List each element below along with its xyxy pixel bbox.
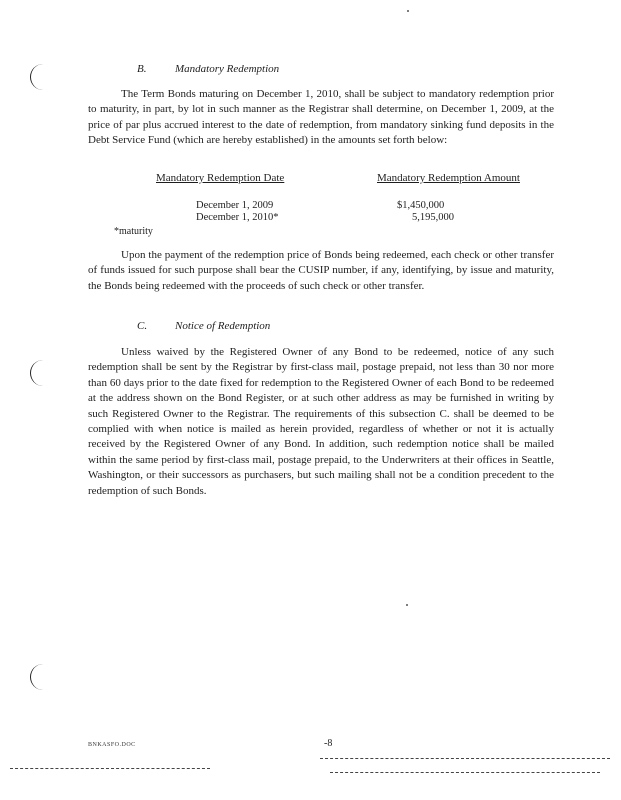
table-row-2-date: December 1, 2010* [196,212,279,223]
section-c-title: Notice of Redemption [175,320,271,332]
binder-hole-mark [30,64,45,90]
table-header-date: Mandatory Redemption Date [156,172,285,184]
footer-rule [10,768,210,769]
section-b-heading [137,63,279,75]
binder-hole-mark [30,664,45,690]
footer-rule [330,772,600,773]
footer-document-id: BNKASFO.DOC [88,742,136,748]
footer-rule [320,758,610,759]
scan-speck [406,604,408,606]
table-row-2-amount: 5,195,000 [412,212,454,223]
section-c-paragraph: Unless waived by the Registered Owner of any Bond to be redeemed, notice of any such redemption shall be sent by the Registrar by first-class mail, postage prepaid, not less than 30 nor more than 60 days prior to the date fixed for redemption to the Registered Owner of each Bond to be redeemed at the address shown on the Bond Register, or at such other address as may be furnished in writing by such Registered Owner to the Registrar. The requirements of this subsection C. shall be deemed to be complied with when notice is mailed as herein provided, regardless of whether or not it is actually received by the Registered Owner of any Bond. In addition, such redemption notice shall be mailed within the same period by first-class mail, postage prepaid, to the Underwriters at their offices in Seattle, Washington, or their successors as purchasers, but such mailing shall not be a condition precedent to the redemption of such Bonds. [88,346,554,497]
section-b-letter: B. [137,63,147,75]
cusip-paragraph: Upon the payment of the redemption price of Bonds being redeemed, each check or other transfer of funds issued for such purpose shall bear the CUSIP number, if any, identifying, by issue and maturity, the Bonds being redeemed with the proceeds of such check or other transfer. [88,249,554,292]
section-c-letter: C. [137,320,148,332]
scan-speck [407,10,409,12]
binder-hole-mark [30,360,45,386]
page-number: -8 [324,738,333,749]
table-row-1-date: December 1, 2009 [196,200,274,211]
section-b-paragraph: The Term Bonds maturing on December 1, 2010, shall be subject to mandatory redemption prior to maturity, in part, by lot in such manner as the Registrar shall determine, on December 1, 2009, at the price of par plus accrued interest to the date of redemption, from mandatory sinking fund deposits in the Debt Service Fund (which are hereby established) in the amounts set forth below: [88,88,554,147]
maturity-footnote: *maturity [114,226,153,237]
table-header-amount: Mandatory Redemption Amount [377,172,520,184]
table-row-1-amount: $1,450,000 [397,200,445,211]
section-c-heading [137,320,270,332]
section-b-title: Mandatory Redemption [175,63,280,75]
